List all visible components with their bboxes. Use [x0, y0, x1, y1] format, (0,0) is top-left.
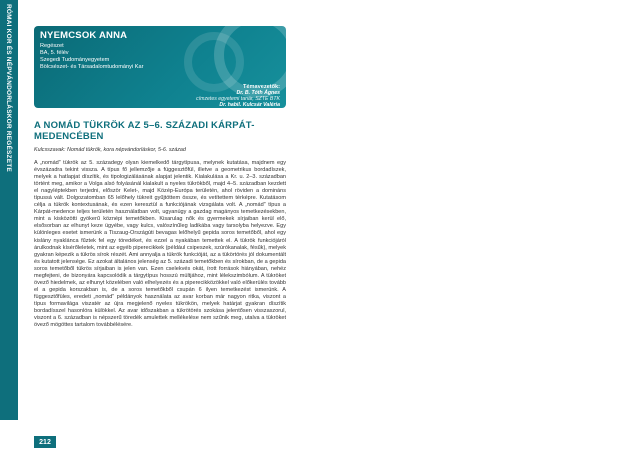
- mentor-name: Dr. B. Tóth Ágnes: [236, 90, 280, 96]
- author-field: Regészet: [40, 43, 64, 49]
- author-semester: BA, 5. félév: [40, 50, 69, 56]
- article-title-line: A NOMÁD TÜKRÖK AZ 5–6. SZÁZADI KÁRPÁT-: [34, 120, 255, 131]
- abstract-body: A „nomád” tükrök az 5. századegy olyan kiemelkedő tárgytípusa, melynek kutatása, majdnem egy évszázadra tekint vissza. A típus fő jellemzője a függesztőfül, illetve a geometrikus bordadíszek, melyek a hatlapjat díszítik, és tipologizálásának alapjat jelentik. Kialakulása a Kr. u. 2–3. században történt meg, amikor a Volga alsó folyásánál kialakult a nyeles tükrökből, majd 4–5. században kezdett el nagyléptekben terjedni, először Kelet-, majd Közép-Európa területén, ahol röviden a domináns típussá vált. Dolgozatomban 65 lelőhely tükreit gyűjtöttem össze, és vetítettem térképre. Kutatásom célja a tükrök kontextusának, és ezen keresztül a funkciójának vizsgálata volt. A „nomád” típus a Kárpát-medence teljes területén használatban volt, ugyanúgy a gazdag magányos temetkezésekben, mint a kisközötti gyökerű köznépi temetőkben. Kisarulag nők és gyermekek sírjaiban kerül elő, elsősorban az elhunyt keze ügyébe, vagy kulcs, valószínűleg ladikába vagy tarsolyba helyezve. Egy különleges esetet ismerünk a Tiszaug-Országúti bevagas lelőhelyű gepida soros temetőből, ahol egy kislány nyaklánca fűztek fel egy töredéket, és ezzel a nyakában temettek el. A tükrök funkciójáról árulkodnak kísérőleletek, mint az egyéb piperecikkek (például csipeszek, szúrókanalak, fésűk), melyek gyakran képezik a tükrös sírok részét. Ami annyalja a tükrök funkcióját, az a tükörtörés jól dokumentált és kutatott jelensége. Ez azokat általános jelenség az 5. századi temetőkben és sírokban, de a gepida soros temetőből tükrös sírjaiban is jelen van. Ezen cselekvés okát, írott források hiányában, nehéz megfejteni, de bizonyára kapcsolódik a tárgytípus hosszú múltjához, mint lélekszimbólum. A tükröket övező hiedelmek, az elhunyt közelében való elhelyezés és a piperecikközökkel való előkerülés tovább el a gepida korszakban is, de a soros temetőkből csupán 6 ilyen temetkezést ismerünk. A függesztőfüles, eredeti „nomád” példányok használata az avar korban már nagyon ritka, viszont a típus formavilága viszatér az újra megjelenő nyeles tükrökön, melyek határjat gyakran díszítik bordadísszel hasonlóra külökkel. Az avar időszakban a tükrötörés szokása jelentősen visszaszorul, viszont a 6. században is népszerű töredék amulettek mellékelése nem szűnik meg, utalva a tükröket övező mögöttes tartalom továbbélésére.: [34, 160, 286, 329]
- mentor-role: címzetes egyetemi tanár, SZTE BTK: [196, 108, 280, 114]
- author-name: NYEMCSOK ANNA: [40, 30, 128, 41]
- article-title: [34, 120, 274, 142]
- mentors-label: Témavezetők:: [243, 84, 280, 90]
- article-title-line: MEDENCÉBEN: [34, 131, 104, 142]
- keywords: Kulcsszavak: Nomád tükrök, kora népvándorláskor, 5-6. század: [34, 147, 186, 153]
- author-faculty: Bölcsészet- és Társadalomtudományi Kar: [40, 64, 144, 70]
- author-header: [34, 26, 286, 114]
- author-university: Szegedi Tudományegyetem: [40, 57, 110, 63]
- mentor-name: Dr. habil. Kulcsár Valéria: [219, 102, 280, 108]
- mentors-block: [196, 84, 280, 114]
- section-label: RÓMAI KOR ÉS NÉPVÁNDORLÁSKOR REGÉSZETE: [5, 4, 12, 172]
- side-strip: [0, 0, 18, 420]
- page-number: 212: [34, 436, 56, 448]
- mentor-role: címzetes egyetemi tanár, SZTE BTK: [196, 96, 280, 102]
